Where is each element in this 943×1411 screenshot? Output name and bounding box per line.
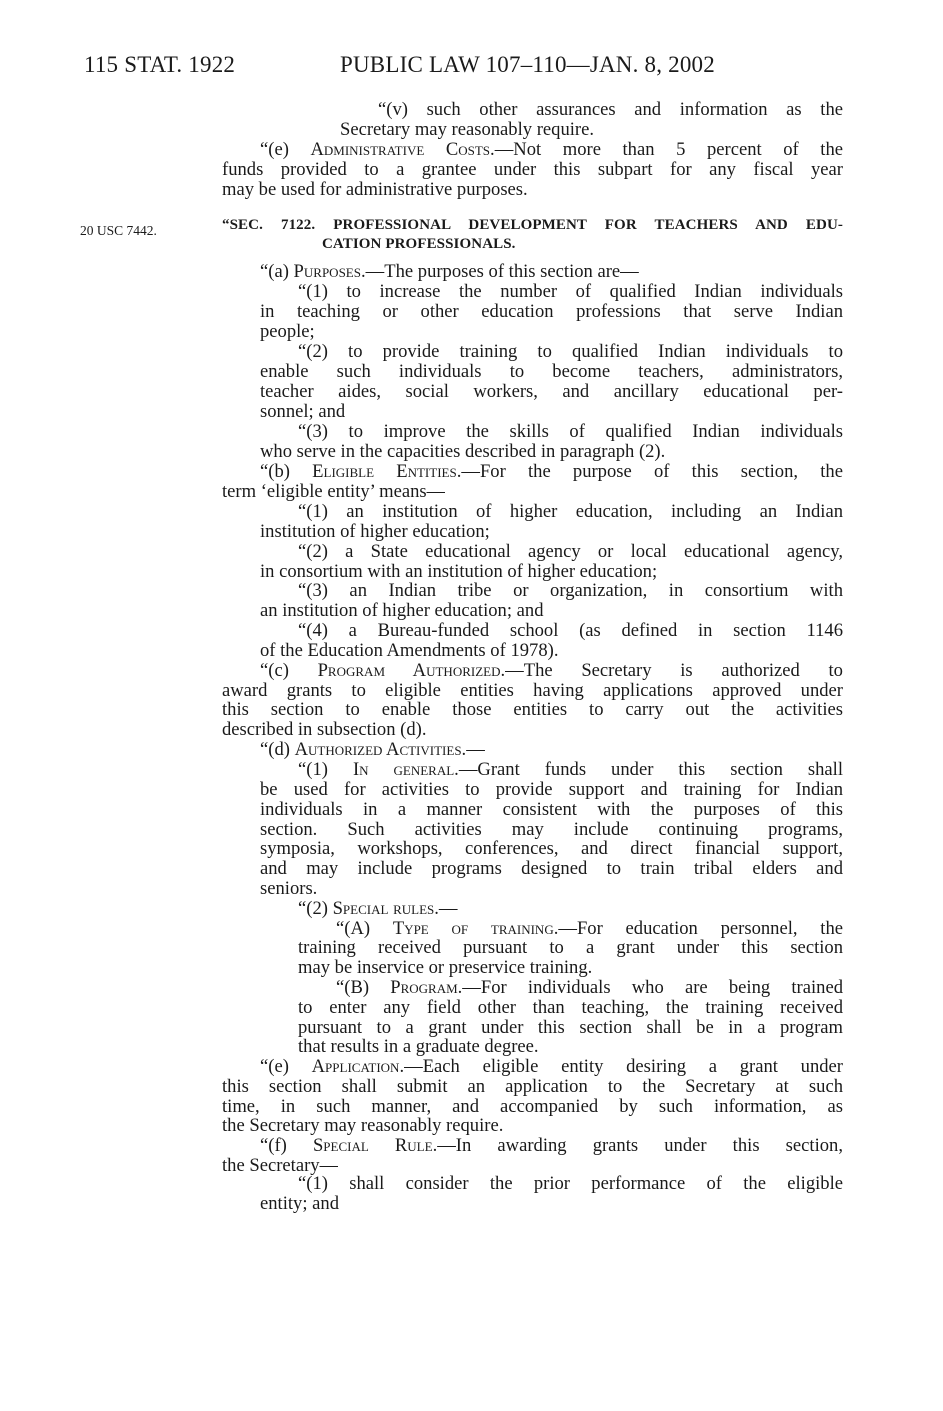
text-line <box>260 820 843 840</box>
text-span: “(3) an Indian tribe or organization, in consortium with <box>298 581 843 601</box>
text-span: “(1) shall consider the prior performance of the eligible <box>298 1174 843 1194</box>
text-span: an institution of higher education; and <box>260 601 544 621</box>
text-span: the Secretary— <box>222 1156 339 1176</box>
text-span: CATION PROFESSIONALS. <box>322 236 516 252</box>
text-line <box>298 542 843 562</box>
text-line <box>336 919 843 939</box>
text-line <box>378 100 843 120</box>
text-line <box>260 839 843 859</box>
text-line <box>222 720 426 740</box>
text-line <box>222 1097 843 1117</box>
text-span: .— <box>434 899 458 919</box>
text-line <box>260 140 843 160</box>
text-line <box>298 342 843 362</box>
text-line <box>260 402 345 422</box>
text-span: enable such individuals to become teachers, administrators, <box>260 362 843 382</box>
text-line <box>260 780 843 800</box>
text-line <box>222 180 528 200</box>
text-line <box>298 282 843 302</box>
text-span: teacher aides, social workers, and ancillary educational per- <box>260 382 843 402</box>
subsection-heading: Special rules <box>332 899 435 919</box>
subsection-heading: Eligible Entities <box>312 462 457 482</box>
subsection-heading: In general <box>352 760 455 780</box>
text-span: time, in such manner, and accompanied by such information, as <box>222 1097 843 1117</box>
text-span: “(A) <box>336 919 393 939</box>
text-line <box>260 601 544 621</box>
section-heading-line <box>222 215 843 235</box>
text-span: “(1) <box>298 760 353 780</box>
text-span: “(e) <box>260 140 311 160</box>
subsection-heading: Program <box>390 978 458 998</box>
text-line <box>260 462 843 482</box>
text-span: people; <box>260 322 315 342</box>
text-span: “(3) to improve the skills of qualified Indian individuals <box>298 422 843 442</box>
text-line <box>222 160 843 180</box>
text-span: institution of higher education; <box>260 522 490 542</box>
text-span: “(c) <box>260 661 318 681</box>
text-span: sonnel; and <box>260 402 346 422</box>
text-span: training received pursuant to a grant under this section <box>298 938 843 958</box>
subsection-heading: Program Authorized <box>317 661 501 681</box>
text-line <box>260 562 657 582</box>
text-line <box>260 641 558 661</box>
text-span: Secretary may reasonably require. <box>340 120 594 140</box>
text-span: this section shall submit an application to the Secretary at such <box>222 1077 843 1097</box>
text-line <box>222 1116 503 1136</box>
text-span: may be inservice or preservice training. <box>298 958 593 978</box>
text-line <box>298 422 843 442</box>
text-line <box>260 362 843 382</box>
page-stat-citation: 115 STAT. 1922 <box>84 52 236 77</box>
text-line <box>260 322 315 342</box>
text-line <box>260 1057 843 1077</box>
text-line <box>298 1037 539 1057</box>
text-span: .—For education personnel, the <box>553 919 843 939</box>
text-span: “(a) <box>260 262 294 282</box>
text-span: .—For individuals who are being trained <box>457 978 843 998</box>
text-span: entity; and <box>260 1194 340 1214</box>
text-line <box>298 502 843 522</box>
text-span: .— <box>461 740 485 760</box>
text-span: “(2) <box>298 899 333 919</box>
text-span: symposia, workshops, conferences, and direct financial support, <box>260 839 843 859</box>
text-line <box>260 800 843 820</box>
text-span: this section to enable those entities to carry out the activities <box>222 700 843 720</box>
subsection-heading: Application <box>311 1057 400 1077</box>
text-span: the Secretary may reasonably require. <box>222 1116 504 1136</box>
text-line <box>298 760 843 780</box>
subsection-heading: Administrative Costs <box>310 140 491 160</box>
text-line <box>336 978 843 998</box>
text-line <box>298 998 843 1018</box>
text-line <box>260 661 843 681</box>
text-line <box>222 681 843 701</box>
text-span: .—The Secretary is authorized to <box>500 661 843 681</box>
text-line <box>260 262 639 282</box>
text-span: .—In awarding grants under this section, <box>432 1136 843 1156</box>
text-span: and may include programs designed to train tribal elders and <box>260 859 843 879</box>
text-span: “(f) <box>260 1136 313 1156</box>
subsection-heading: Special Rule <box>312 1136 433 1156</box>
text-span: “(2) to provide training to qualified Indian individuals to <box>298 342 843 362</box>
text-span: “(2) a State educational agency or local educational agency, <box>298 542 843 562</box>
text-span: “(1) an institution of higher education, including an Indian <box>298 502 843 522</box>
text-span: section. Such activities may include continuing programs, <box>260 820 843 840</box>
text-span: “SEC. 7122. PROFESSIONAL DEVELOPMENT FOR TEACHERS AND EDU- <box>222 217 843 233</box>
text-span: may be used for administrative purposes. <box>222 180 528 200</box>
text-line <box>340 120 594 140</box>
text-line <box>298 958 592 978</box>
text-line <box>222 1077 843 1097</box>
subsection-heading: Type of training <box>392 919 554 939</box>
text-line <box>260 382 843 402</box>
text-span: “(e) <box>260 1057 312 1077</box>
text-line <box>222 1156 338 1176</box>
text-span: “(4) a Bureau-funded school (as defined in section 1146 <box>298 621 843 641</box>
text-line <box>222 482 445 502</box>
text-span: seniors. <box>260 879 318 899</box>
text-span: to enter any field other than teaching, the training received <box>298 998 843 1018</box>
page-law-heading: PUBLIC LAW 107–110—JAN. 8, 2002 <box>340 52 715 77</box>
text-line <box>298 899 458 919</box>
text-span: .—Grant funds under this section shall <box>454 760 843 780</box>
text-span: .—The purposes of this section are— <box>360 262 639 282</box>
text-span: “(v) such other assurances and information as the <box>378 100 843 120</box>
text-span: “(d) <box>260 740 295 760</box>
subsection-heading: Purposes <box>293 262 361 282</box>
text-line <box>260 740 485 760</box>
text-line <box>260 442 665 462</box>
text-line <box>260 859 843 879</box>
text-line <box>298 621 843 641</box>
text-span: “(1) to increase the number of qualified Indian individuals <box>298 282 843 302</box>
text-line <box>260 1136 843 1156</box>
text-span: .—For the purpose of this section, the <box>456 462 843 482</box>
text-span: in consortium with an institution of higher education; <box>260 562 658 582</box>
text-span: be used for activities to provide support and training for Indian <box>260 780 843 800</box>
text-line <box>222 700 843 720</box>
text-span: .—Each eligible entity desiring a grant under <box>399 1057 843 1077</box>
subsection-heading: Authorized Activities <box>294 740 462 760</box>
text-line <box>298 581 843 601</box>
text-span: pursuant to a grant under this section shall be in a program <box>298 1018 843 1038</box>
text-span: funds provided to a grantee under this subpart for any fiscal year <box>222 160 843 180</box>
text-line <box>260 1194 339 1214</box>
text-span: that results in a graduate degree. <box>298 1037 539 1057</box>
text-span: in teaching or other education professions that serve Indian <box>260 302 843 322</box>
text-line <box>298 938 843 958</box>
text-line <box>298 1174 843 1194</box>
text-span: “(B) <box>336 978 391 998</box>
text-span: who serve in the capacities described in paragraph (2). <box>260 442 666 462</box>
text-line <box>260 879 317 899</box>
margin-citation: 20 USC 7442. <box>80 223 157 238</box>
text-span: term ‘eligible entity’ means— <box>222 482 446 502</box>
text-span: described in subsection (d). <box>222 720 427 740</box>
text-span: of the Education Amendments of 1978). <box>260 641 559 661</box>
text-line <box>260 302 843 322</box>
text-span: individuals in a manner consistent with the purposes of this <box>260 800 843 820</box>
text-span: award grants to eligible entities having applications approved under <box>222 681 843 701</box>
text-line <box>260 522 490 542</box>
text-span: .—Not more than 5 percent of the <box>490 140 843 160</box>
text-span: “(b) <box>260 462 313 482</box>
section-heading-line <box>322 234 516 254</box>
text-line <box>298 1018 843 1038</box>
